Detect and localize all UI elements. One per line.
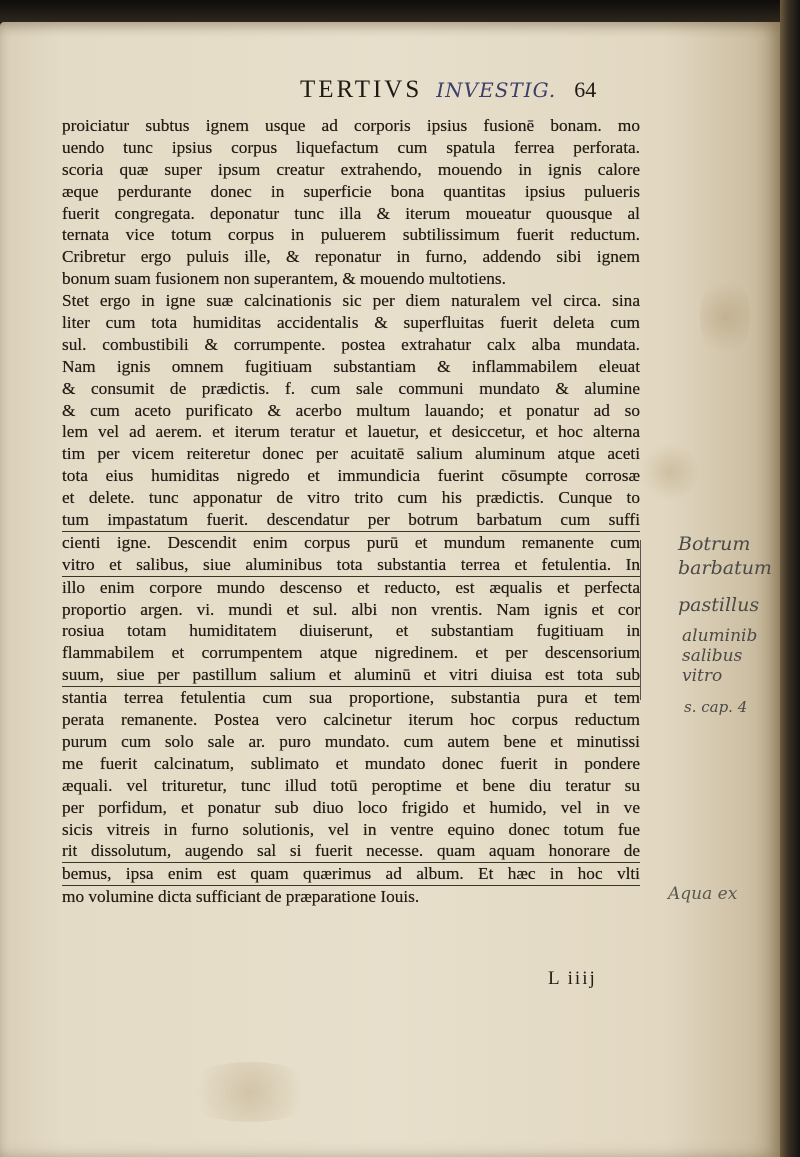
text-line: scoria quæ super ipsum creatur extrahendo, mouendo in ignis calore [62, 159, 640, 179]
text-line: Cribretur ergo puluis ille, & reponatur in furno, addendo sibi ignem [62, 247, 640, 267]
main-text-block [62, 115, 640, 908]
margin-note-line: barbatum [678, 557, 772, 579]
foxing-stain [180, 1062, 320, 1122]
margin-note-botrum [678, 532, 772, 580]
margin-note-line: salibus [682, 646, 743, 666]
text-line: lem vel ad aerem. et iterum teratur et lauetur, et desiccetur, et hoc alterna [62, 422, 640, 442]
handwritten-header-annotation: INVESTIG. [436, 78, 557, 102]
text-line: rosiua totam humiditatem diuiserunt, et substantiam fugitiuam in [62, 621, 640, 641]
text-line: perata remanente. Postea vero calcinetur iterum hoc corpus reductum [62, 710, 640, 730]
text-line-underlined: rit dissolutum, augendo sal si fuerit necesse. quam aquam honorare de [62, 840, 640, 863]
text-line: bonum suam fusionem non superantem, & mouendo multotiens. [62, 269, 506, 289]
text-line: & consumit de prædictis. f. cum sale communi mundato & alumine [62, 378, 640, 398]
text-line: cienti igne. Descendit enim corpus purū et mundum remanente cum [62, 532, 640, 552]
page-header [300, 76, 596, 104]
foxing-stain [640, 442, 700, 502]
text-line-underlined: tum impastatum fuerit. descendatur per botrum barbatum cum suffi [62, 509, 640, 532]
text-line: ternata vice totum corpus in puluerem subtilissimum fuerit reductum. [62, 225, 640, 245]
text-line-underlined: vitro et salibus, siue aluminibus tota substantia terrea et fetulentia. In [62, 554, 640, 577]
text-line: mo volumine dicta sufficiant de præparatione Iouis. [62, 887, 420, 907]
text-line: proportio argen. vi. mundi et sul. albi non vrentis. Nam ignis et cor [62, 599, 640, 619]
folio-number: 64 [574, 77, 597, 102]
text-line: sul. combustibili & corrumpente. postea extrahatur calx alba mundata. [62, 334, 640, 354]
foxing-stain [700, 272, 750, 362]
text-line: purum cum solo sale ar. puro mundato. cum autem bene et minutissi [62, 731, 640, 751]
margin-note-aqua: Aqua ex [668, 884, 738, 904]
text-line: & cum aceto purificato & acerbo multum lauando; et ponatur ad so [62, 400, 640, 420]
margin-note-line: Botrum [678, 533, 751, 555]
text-line: illo enim corpore mundo descenso et reducto, est æqualis et perfecta [62, 577, 640, 597]
margin-note-line: vitro [682, 666, 723, 686]
text-line: Stet ergo in igne suæ calcinationis sic per diem naturalem vel circa. sina [62, 291, 640, 311]
margin-note-pastillus [678, 594, 759, 616]
book-right-edge [780, 0, 800, 1157]
margin-note-line: pastillus [678, 594, 760, 616]
text-line: uendo tunc ipsius corpus liquefactum cum spatula ferrea perforata. [62, 137, 640, 157]
text-line-underlined: suum, siue per pastillum salium et aluminū et vitri diuisa est tota sub [62, 664, 640, 687]
text-line: flammabilem et corrumpentem atque nigredinem. et per descensorium [62, 643, 640, 663]
running-title: TERTIVS [300, 76, 423, 103]
margin-note-aluminibus [682, 626, 757, 686]
signature-mark: L iiij [548, 968, 597, 989]
text-line: stantia terrea fetulentia cum sua proportione, substantia pura et tem [62, 688, 640, 708]
text-line: æque perdurante donec in superficie bona quantitas ipsius pulueris [62, 181, 640, 201]
text-line: tim per vicem reiteretur donec per acuitatē salium aluminum atque aceti [62, 444, 640, 464]
margin-note-cap: s. cap. 4 [684, 698, 748, 716]
text-line: et delete. tunc apponatur de vitro trito cum his prædictis. Cunque to [62, 488, 640, 508]
margin-note-line: aluminib [682, 626, 758, 646]
text-line-underlined: bemus, ipsa enim est quam quærimus ad album. Et hæc in hoc vlti [62, 863, 640, 886]
text-line: liter cum tota humiditas accidentalis & superfluitas fuerit deleta cum [62, 313, 640, 333]
text-line: tota eius humiditas nigredo et immundicia fuerint cōsumpte corrosæ [62, 466, 640, 486]
text-line: Nam ignis omnem fugitiuam substantiam & inflammabilem eleuat [62, 356, 640, 376]
margin-bracket [640, 540, 651, 700]
text-line: proiciatur subtus ignem usque ad corporis ipsius fusionē bonam. mo [62, 116, 640, 135]
text-line: per porfidum, et ponatur sub diuo loco frigido et humido, vel in ve [62, 797, 640, 817]
text-line: me fuerit calcinatum, sublimato et mundato donec fuerit in pondere [62, 753, 640, 773]
text-line: æquali. vel trituretur, tunc illud totū peroptime et bene diu teratur su [62, 775, 640, 795]
text-line: fuerit congregata. deponatur tunc illa & iterum moueatur quousque al [62, 203, 640, 223]
text-line: sicis vitreis in furno solutionis, vel in ventre equino donec totum fue [62, 819, 640, 839]
book-top-edge [0, 0, 800, 22]
